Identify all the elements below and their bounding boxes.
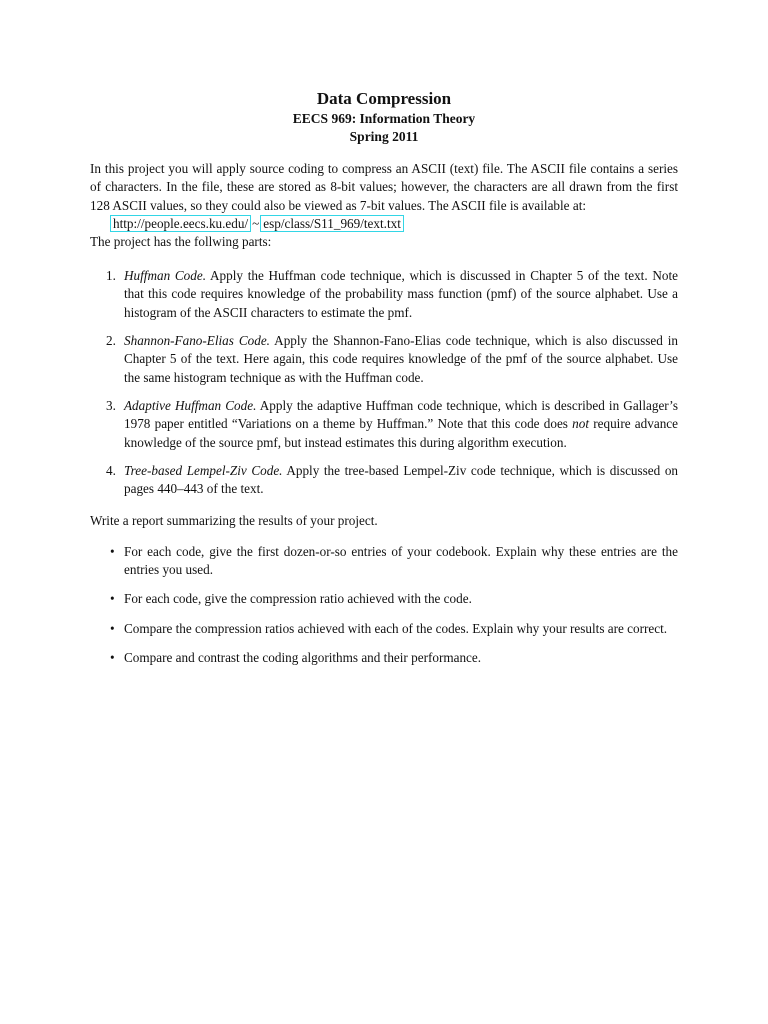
- list-item: [90, 332, 678, 387]
- file-url: [90, 215, 678, 233]
- part-description: Apply the adaptive Huffman code technique, which is described in Gallager’s 1978 paper entitled “Variations on a theme by Huffman.” Note that this code does: [124, 397, 678, 432]
- part-name: Adaptive Huffman Code.: [124, 397, 257, 413]
- list-item: [90, 590, 678, 608]
- intro-paragraph: In this project you will apply source coding to compress an ASCII (text) file. The ASCII file contains a series of characters. In the file, these are stored as 8-bit values; however, the characters are all drawn from the first 128 ASCII values, so they could also be viewed as 7-bit values. The ASCII file is available at:: [90, 161, 678, 213]
- bullet-icon: •: [110, 620, 115, 636]
- item-number: 4.: [106, 462, 116, 478]
- part-description: Apply the tree-based Lempel-Ziv code technique, which is discussed on pages 440–443 of the text.: [124, 462, 679, 497]
- task-text: For each code, give the first dozen-or-so entries of your codebook. Explain why these entries are the entries you used.: [124, 543, 678, 578]
- part-name: Tree-based Lempel-Ziv Code.: [124, 462, 283, 478]
- document-title: Data Compression: [316, 89, 452, 108]
- item-number: 2.: [106, 333, 116, 349]
- bullet-icon: •: [110, 591, 115, 607]
- part-description: Apply the Huffman code technique, which is discussed in Chapter 5 of the text. Note that this code requires knowledge of the probability mass function (pmf) of the source alphabet. Use a histogram of the ASCII characters to estimate the pmf.: [124, 268, 678, 320]
- list-item: [90, 543, 678, 580]
- list-item: [90, 649, 678, 667]
- list-item: [90, 462, 678, 499]
- title-block: [90, 88, 678, 146]
- list-item: [90, 397, 678, 452]
- part-name: Huffman Code.: [124, 268, 207, 284]
- parts-list: [90, 267, 678, 498]
- bullet-icon: •: [110, 649, 115, 665]
- url-tilde: ~: [252, 215, 260, 231]
- course-name: EECS 969: Information Theory: [292, 111, 476, 126]
- task-text: For each code, give the compression ratio achieved with the code.: [124, 591, 472, 607]
- item-number: 3.: [106, 397, 116, 413]
- report-task-list: [90, 543, 678, 667]
- report-intro: Write a report summarizing the results of your project.: [90, 513, 378, 529]
- part-description-end: require advance knowledge of the source pmf, but instead estimates this during algorithm execution.: [124, 416, 678, 450]
- bullet-icon: •: [110, 543, 115, 559]
- item-number: 1.: [106, 268, 116, 284]
- part-name: Shannon-Fano-Elias Code.: [124, 333, 270, 349]
- document-page: [90, 88, 678, 678]
- task-text: Compare the compression ratios achieved with each of the codes. Explain why your results are correct.: [124, 620, 668, 636]
- list-item: [90, 620, 678, 638]
- file-url-link-part1[interactable]: http://people.eecs.ku.edu/: [110, 215, 251, 232]
- emphasis-text: not: [572, 416, 590, 432]
- parts-intro: The project has the follwing parts:: [90, 233, 272, 249]
- task-text: Compare and contrast the coding algorithms and their performance.: [124, 649, 482, 665]
- part-description: Apply the Shannon-Fano-Elias code technique, which is also discussed in Chapter 5 of the text. Here again, this code requires knowledge of the pmf of the source alphabet. Use the same histogram technique as with the Huffman code.: [124, 333, 678, 385]
- course-term: Spring 2011: [349, 129, 419, 144]
- list-item: [90, 267, 678, 322]
- file-url-link-part2[interactable]: esp/class/S11_969/text.txt: [260, 215, 404, 232]
